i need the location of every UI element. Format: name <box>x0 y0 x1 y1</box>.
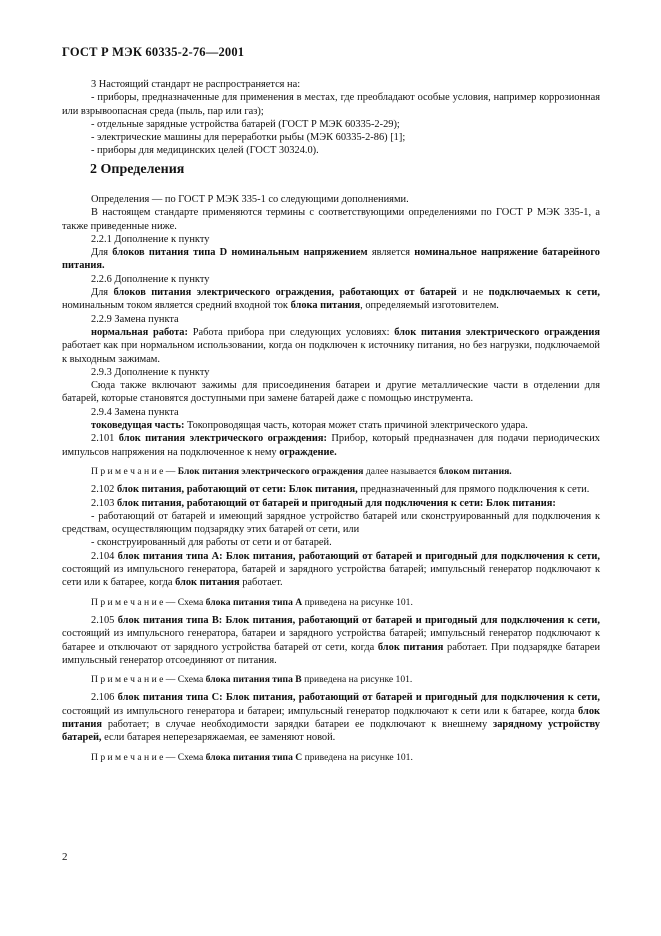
clause-number: 2.104 <box>91 550 118 562</box>
definitions-block <box>62 193 600 764</box>
term: блоков питания типа D номинальным напряжением <box>112 247 368 259</box>
document-header: ГОСТ Р МЭК 60335-2-76—2001 <box>62 45 245 59</box>
scope-item: - приборы для медицинских целей (ГОСТ 30324.0). <box>91 145 319 157</box>
clause-text: Сюда также включают зажимы для присоединения батареи и другие металлические части в отделении для батарей, которые становятся доступными при замене батарей даже с помощью инструмента. <box>62 380 600 405</box>
text-run: состоящий из импульсного генератора и батареи; импульсный генератор подключают к сети или к батарее, когда <box>62 705 579 717</box>
page-number: 2 <box>62 851 68 863</box>
text-run: Токопроводящая часть, которая может стать причиной электрического удара. <box>184 420 528 432</box>
term: номинальное напряжение батарейного питания. <box>62 247 600 272</box>
term: блок питания <box>62 705 600 730</box>
clause-2-106 <box>62 691 600 744</box>
text-run: работает. <box>239 577 283 589</box>
scope-paragraph: 3 Настоящий стандарт не распространяется на: <box>91 79 301 90</box>
text-run: Для <box>91 247 113 259</box>
term: ограждение. <box>279 446 337 458</box>
text-run: приведена на рисунке 101. <box>302 596 413 608</box>
term: блока питания типа В <box>205 674 302 686</box>
clause-number: 2.101 <box>91 433 119 445</box>
section-heading: 2 Определения <box>90 162 185 177</box>
clause-heading: 2.2.1 Дополнение к пункту <box>91 233 210 245</box>
note <box>62 673 600 686</box>
term: Блок питания, <box>286 484 358 496</box>
clause-number: 2.103 <box>91 497 117 509</box>
scope-item: - приборы, предназначенные для применения в местах, где преобладают особые условия, например коррозионная или взрывоопасная среда (пыль, пар или газ); <box>62 92 600 117</box>
clause-text <box>62 419 600 432</box>
text-run: , определяемый изготовителем. <box>360 300 499 312</box>
term: блок питания электрического ограждения: <box>118 433 327 445</box>
clause-item: - сконструированный для работы от сети и от батарей. <box>91 537 332 549</box>
note <box>62 596 600 609</box>
term: блок питания, работающий от батарей и пригодный для подключения к сети: Блок питания: <box>116 497 556 509</box>
term: блок питания типа А: Блок питания, работающий от батарей и пригодный для подключения к сети, <box>117 550 600 562</box>
scope-item: - электрические машины для переработки рыбы (МЭК 60335-2-86) [1]; <box>91 132 406 144</box>
term: блок питания электрического ограждения <box>394 326 600 338</box>
clause-text <box>62 246 600 273</box>
text-run: далее называется <box>363 465 439 477</box>
text-run: работает как при нормальном использовании, когда он подключен к источнику питания, но без нагрузки, подключаемой к выходным зажимам. <box>62 340 600 365</box>
clause-heading: 2.9.3 Дополнение к пункту <box>91 366 210 378</box>
scope-block <box>62 78 600 158</box>
scope-item: - отдельные зарядные устройства батарей (ГОСТ Р МЭК 60335-2-29); <box>91 118 400 130</box>
note-label: П р и м е ч а н и е — Схема <box>91 596 206 608</box>
clause-heading: 2.2.9 Замена пункта <box>91 313 179 325</box>
term: блока питания <box>290 300 361 312</box>
term: нормальная работа: <box>91 326 188 338</box>
clause-item: - работающий от батарей и имеющий зарядное устройство батарей или сконструированный для подключения к средствам, осуществляющим подзарядку этих батарей от сети, или <box>62 510 600 536</box>
term: Блок питания электрического ограждения <box>177 465 364 477</box>
term: токоведущая часть: <box>91 420 185 432</box>
clause-text <box>62 326 600 366</box>
clause-2-103 <box>62 497 600 510</box>
note-label: П р и м е ч а н и е — <box>91 465 178 477</box>
note <box>62 465 600 478</box>
text-run: Прибор, который предназначен для подачи периодических импульсов напряжения на подключенное к нему <box>62 433 600 458</box>
text-run: предназначенный для прямого подключения к сети. <box>357 484 590 496</box>
text-run: приведена на рисунке 101. <box>302 751 413 763</box>
note-label: П р и м е ч а н и е — Схема <box>91 674 206 686</box>
text-run: работает; в случае необходимости зарядки батареи ее подключают к внешнему <box>102 718 494 730</box>
term: блок питания <box>175 577 240 589</box>
clause-heading: 2.2.6 Дополнение к пункту <box>91 273 210 285</box>
clause-number: 2.105 <box>91 614 118 626</box>
text-run: состоящий из импульсного генератора, батареи и зарядного устройства батарей; импульсный генератор подключают к батарее и отключают от зарядного устройства батарей от сети, когда <box>62 628 600 653</box>
note-label: П р и м е ч а н и е — Схема <box>91 751 206 763</box>
clause-2-102 <box>62 483 600 496</box>
clause-2-104 <box>62 550 600 590</box>
text-run: работает. При подзарядке батареи импульсный генератор отсоединяют от питания. <box>62 641 601 666</box>
term: блок питания, работающий от сети: <box>116 484 287 496</box>
text-run: и не <box>456 287 489 299</box>
term: блок питания <box>377 641 444 653</box>
text-run: Работа прибора при следующих условиях: <box>187 326 395 338</box>
term: подключаемых к сети, <box>488 287 601 299</box>
clause-2-101 <box>62 432 600 459</box>
term: блока питания типа С <box>205 751 303 763</box>
term: блок питания типа С: Блок питания, работающий от батарей и пригодный для подключения к сети, <box>117 692 600 704</box>
term: блоком питания. <box>438 465 512 477</box>
term: блоков питания электрического ограждения, работающих от батарей <box>113 287 457 299</box>
text-run: если батарея неперезаряжаемая, ее заменяют новой. <box>101 732 336 744</box>
text-run: Для <box>91 287 114 299</box>
term: блок питания типа В: Блок питания, работающий от батарей и пригодный для подключения к сети, <box>117 614 600 626</box>
term: зарядному устройству батарей, <box>62 718 600 744</box>
text-run: состоящий из импульсного генератора, батарей и зарядного устройства батарей; импульсный генератор подключают к сети или к батарее, когда <box>62 564 600 589</box>
text-run: номинальным током является средний входной ток <box>62 300 291 312</box>
note <box>62 751 600 764</box>
text-run: является <box>367 247 415 259</box>
definitions-intro: Определения — по ГОСТ Р МЭК 335-1 со следующими дополнениями. <box>91 194 409 205</box>
term: блока питания типа А <box>205 596 303 608</box>
text-run: приведена на рисунке 101. <box>301 674 413 686</box>
clause-number: 2.106 <box>91 692 118 704</box>
clause-text <box>62 286 600 313</box>
definitions-intro: В настоящем стандарте применяются термины с соответствующими определениями по ГОСТ Р МЭК 335-1, а также приведенные ниже. <box>62 207 600 232</box>
clause-number: 2.102 <box>91 484 117 496</box>
clause-2-105 <box>62 614 600 667</box>
clause-heading: 2.9.4 Замена пункта <box>91 406 179 418</box>
